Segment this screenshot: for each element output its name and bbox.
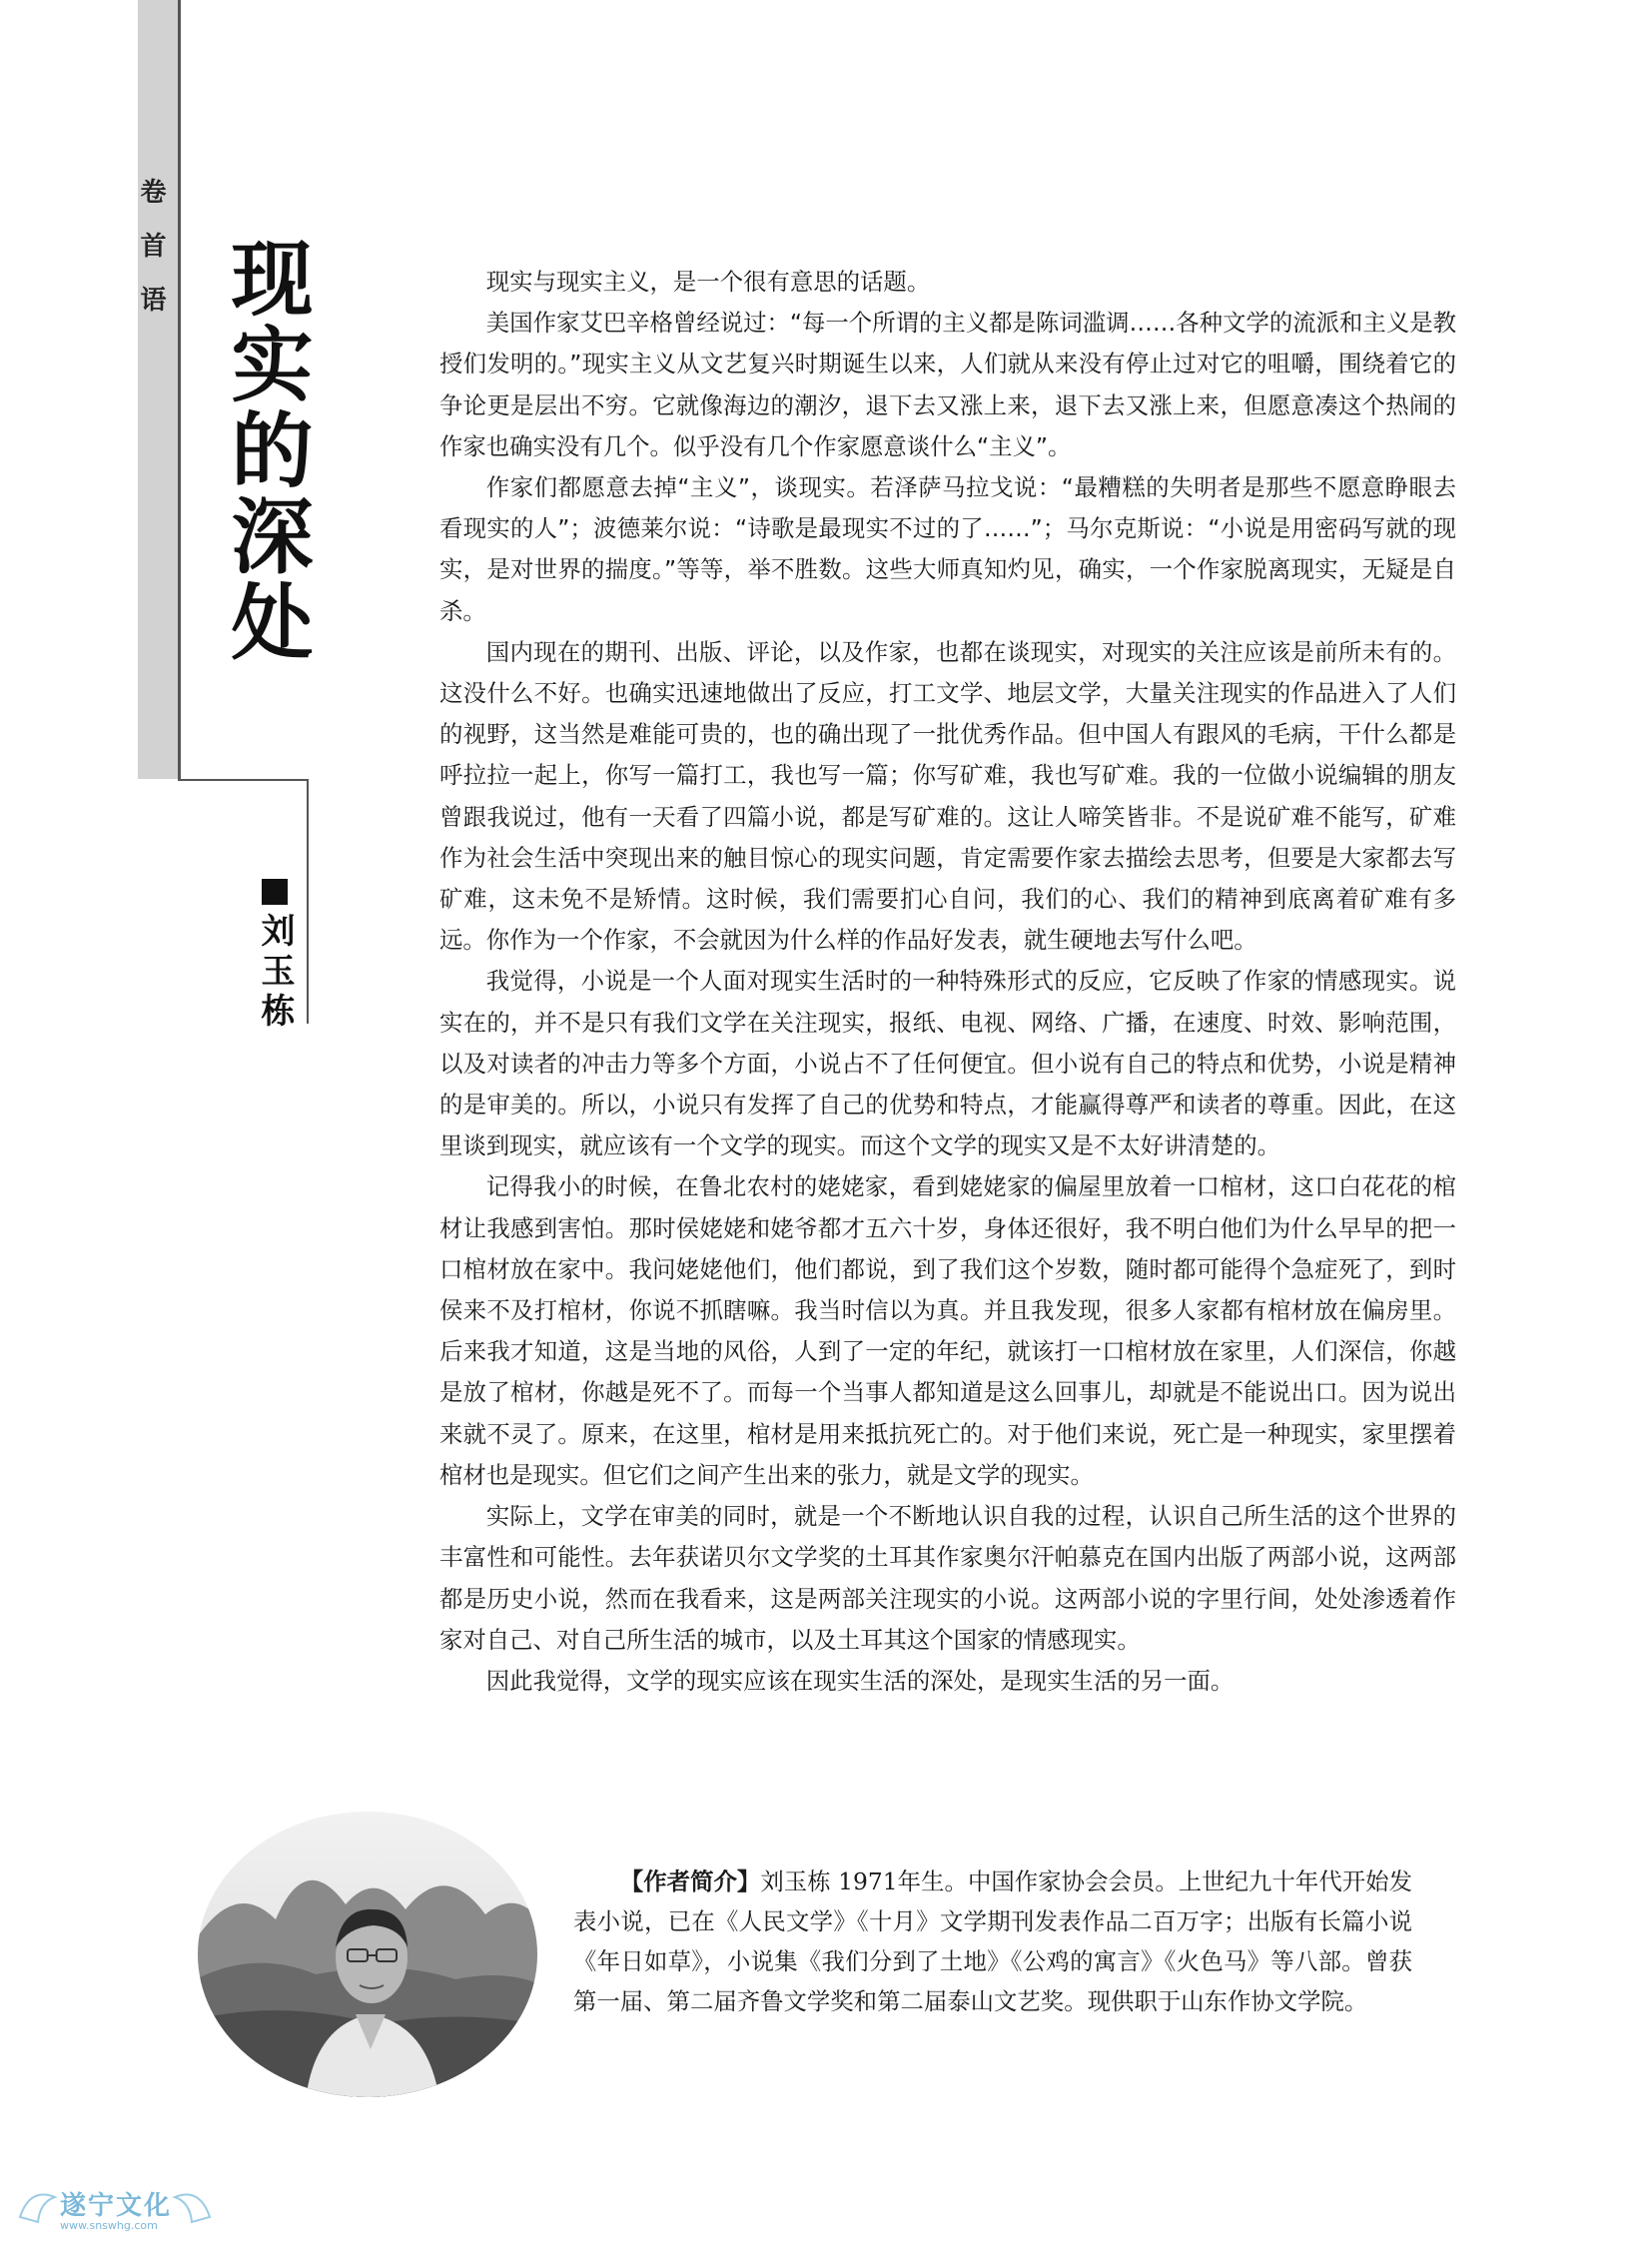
paragraph: 实际上，文学在审美的同时，就是一个不断地认识自我的过程，认识自己所生活的这个世界的丰富性和可能性。去年获诺贝尔文学奖的土耳其作家奥尔汗帕慕克在国内出版了两部小说，这两部都是历史小说，然而在我看来，这是两部关注现实的小说。这两部小说的字里行间，处处渗透着作家对自己、对自己所生活的城市，以及土耳其这个国家的情感现实。 xyxy=(439,1502,1456,1654)
paragraph: 美国作家艾巴辛格曾经说过：“每一个所谓的主义都是陈词滥调……各种文学的流派和主义是教授们发明的。”现实主义从文艺复兴时期诞生以来，人们就从来没有停止过对它的咀嚼，围绕着它的争论更是层出不穷。它就像海边的潮汐，退下去又涨上来，退下去又涨上来，但愿意凑这个热闹的作家也确实没有几个。似乎没有几个作家愿意谈什么“主义”。 xyxy=(439,309,1456,460)
paragraph: 现实与现实主义，是一个很有意思的话题。 xyxy=(485,268,931,296)
author-photo xyxy=(196,1810,539,2099)
bio-label: 【作者简介】 xyxy=(619,1868,761,1895)
article-body xyxy=(439,262,1456,1702)
side-band xyxy=(138,0,178,779)
paragraph: 作家们都愿意去掉“主义”，谈现实。若泽萨马拉戈说：“最糟糕的失明者是那些不愿意睁眼去看现实的人”；波德莱尔说：“诗歌是最现实不过的了……”；马尔克斯说：“小说是用密码写就的现实，是对世界的揣度。”等等，举不胜数。这些大师真知灼见，确实，一个作家脱离现实，无疑是自杀。 xyxy=(439,473,1456,625)
paragraph: 国内现在的期刊、出版、评论，以及作家，也都在谈现实，对现实的关注应该是前所未有的。这没什么不好。也确实迅速地做出了反应，打工文学、地层文学，大量关注现实的作品进入了人们的视野，这当然是难能可贵的，也的确出现了一批优秀作品。但中国人有跟风的毛病，干什么都是呼拉拉一起上，你写一篇打工，我也写一篇；你写矿难，我也写矿难。我的一位做小说编辑的朋友曾跟我说过，他有一天看了四篇小说，都是写矿难的。这让人啼笑皆非。不是说矿难不能写，矿难作为社会生活中突现出来的触目惊心的现实问题，肯定需要作家去描绘去思考，但要是大家都去写矿难，这未免不是矫情。这时候，我们需要扪心自问，我们的心、我们的精神到底离着矿难有多远。你作为一个作家，不会就因为什么样的作品好发表，就生硬地去写什么吧。 xyxy=(439,637,1456,955)
watermark-url: www.snswhg.com xyxy=(60,2219,158,2232)
paragraph: 我觉得，小说是一个人面对现实生活时的一种特殊形式的反应，它反映了作家的情感现实。说实在的，并不是只有我们文学在关注现实，报纸、电视、网络、广播，在速度、时效、影响范围，以及对读者的冲击力等多个方面，小说占不了任何便宜。但小说有自己的特点和优势，小说是精神的是审美的。所以，小说只有发挥了自己的优势和特点，才能赢得尊严和读者的尊重。因此，在这里谈到现实，就应该有一个文学的现实。而这个文学的现实又是不太好讲清楚的。 xyxy=(439,967,1456,1160)
paragraph: 因此我觉得，文学的现实应该在现实生活的深处，是现实生活的另一面。 xyxy=(485,1666,1235,1695)
author-bio xyxy=(573,1862,1412,2021)
section-label: 卷首语 xyxy=(136,178,166,340)
author-square-icon xyxy=(262,879,288,905)
divider-vertical xyxy=(178,0,181,781)
bio-text: 刘玉栋 1971年生。中国作家协会会员。上世纪九十年代开始发表小说，已在《人民文学》《十月》文学期刊发表作品二百万字；出版有长篇小说《年日如草》，小说集《我们分到了土地》《公鸡的寓言》《火色马》等八部。曾获第一届、第二届齐鲁文学奖和第二届泰山文艺奖。现供职于山东作协文学院。 xyxy=(573,1868,1412,2015)
author-name: 刘玉栋 xyxy=(255,913,295,1033)
divider-vertical-author xyxy=(307,779,309,1024)
divider-horizontal xyxy=(178,779,308,781)
article-title: 现实的深处 xyxy=(218,236,313,665)
watermark-name: 遂宁文化 xyxy=(60,2191,173,2221)
paragraph: 记得我小的时候，在鲁北农村的姥姥家，看到姥姥家的偏屋里放着一口棺材，这口白花花的棺材让我感到害怕。那时侯姥姥和姥爷都才五六十岁，身体还很好，我不明白他们为什么早早的把一口棺材放在家中。我问姥姥他们，他们都说，到了我们这个岁数，随时都可能得个急症死了，到时侯来不及打棺材，你说不抓瞎嘛。我当时信以为真。并且我发现，很多人家都有棺材放在偏房里。后来我才知道，这是当地的风俗，人到了一定的年纪，就该打一口棺材放在家里，人们深信，你越是放了棺材，你越是死不了。而每一个当事人都知道是这么回事儿，却就是不能说出口。因为说出来就不灵了。原来，在这里，棺材是用来抵抗死亡的。对于他们来说，死亡是一种现实，家里摆着棺材也是现实。但它们之间产生出来的张力，就是文学的现实。 xyxy=(439,1172,1456,1489)
